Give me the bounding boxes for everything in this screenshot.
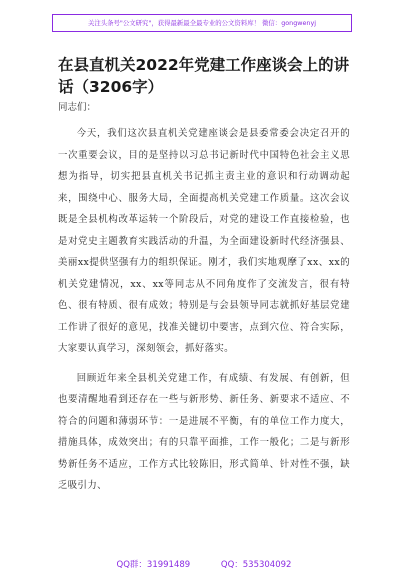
salutation: 同志们： [58, 102, 97, 113]
footer-contact [0, 558, 408, 572]
header-notice-text: 关注头条号"公文研究"，获得最新最全最专业的公文资料库！ 微信：gongwenyj [87, 19, 317, 27]
document-title: 在县直机关2022年党建工作座谈会上的讲话（3206字） [58, 56, 350, 96]
footer-qq-number: QQ：535304092 [220, 560, 292, 570]
footer-qq-group: QQ群：31991489 [116, 560, 191, 570]
document-body [58, 123, 350, 505]
body-paragraph: 回顾近年来全县机关党建工作，有成绩、有发展、有创新，但也要清醒地看到还存在一些与新形势、新任务、新要求不适应、不符合的问题和薄弱环节：一是进展不平衡，有的单位工作力度大，措施具体，成效突出；有的只靠平面推，工作一般化；二是与新形势新任务不适应，工作方式比较陈旧，形式简单、针对性不强，缺乏吸引力、 [58, 372, 350, 491]
header-notice-box [52, 14, 352, 32]
body-paragraph: 今天，我们这次县直机关党建座谈会是县委常委会决定召开的一次重要会议，目的是坚持以习总书记新时代中国特色社会主义思想为指导，切实把县直机关书记抓主责主业的意识和行动调动起来，围绕中心、服务大局，全面提高机关党建工作质量。这次会议既是全县机构改革运转一个阶段后，对党的建设工作直接检验，也是对党史主题教育实践活动的升温，为全面建设新时代经济强县、美丽xx提供坚强有力的组织保证。刚才，我们实地观摩了xx、xx的机关党建情况，xx、xx等同志从不同角度作了交流发言，很有特色、很有特质、很有成效；特别是与会县领导同志就抓好基层党建工作讲了很好的意见，找准关键切中要害，点到穴位、符合实际，大家要认真学习，深刻领会，抓好落实。 [58, 128, 350, 354]
